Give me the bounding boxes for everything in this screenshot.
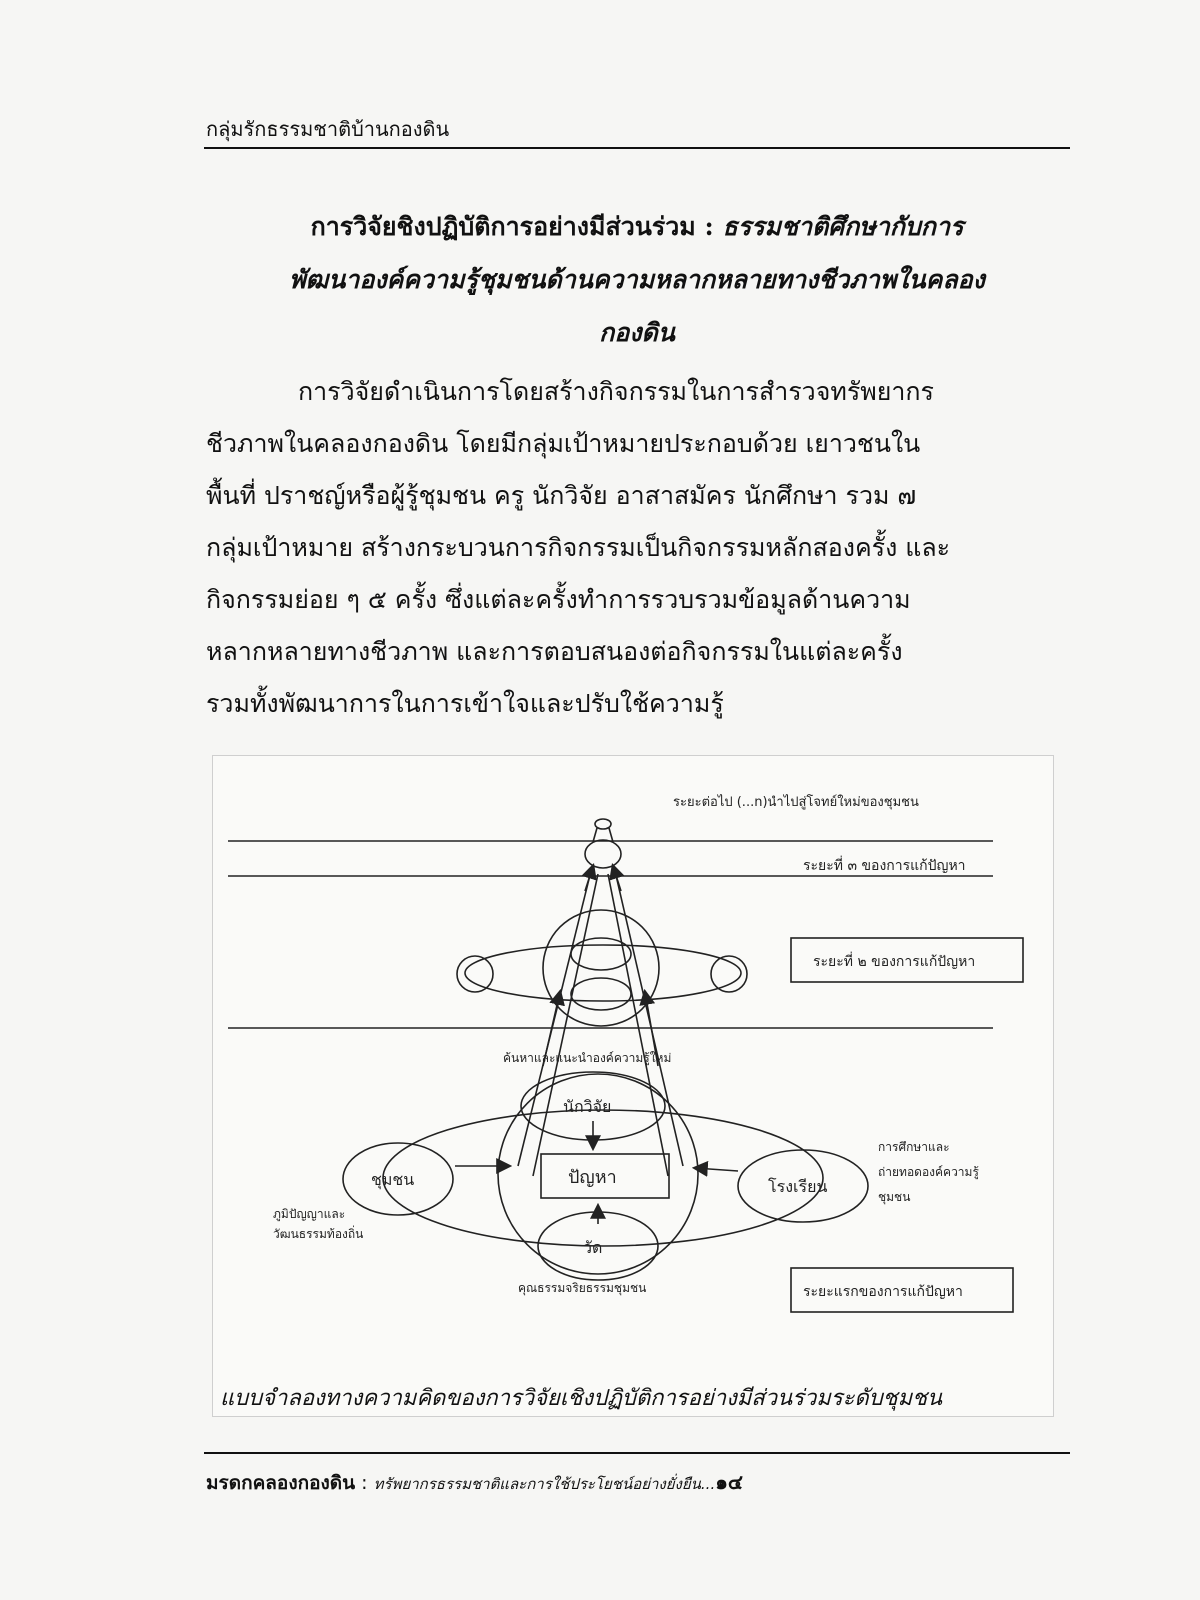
footer-title: มรดกคลองกองดิน (206, 1472, 356, 1494)
label-education-1: การศึกษาและ (878, 1140, 950, 1154)
title-line-1-plain: การวิจัยชิงปฏิบัติการอย่างมีส่วนร่วม : (310, 212, 723, 241)
phase2-small-ellipse (571, 978, 631, 1010)
footer-rule (204, 1452, 1070, 1454)
top-symbol-line (609, 828, 613, 842)
arrow-to-top-left (585, 866, 593, 891)
label-education-3: ชุมชน (878, 1190, 911, 1204)
phase2-circle (543, 910, 659, 1026)
paragraph-line: การวิจัยดำเนินการโดยสร้างกิจกรรมในการสำรวจทรัพยากร (298, 377, 934, 406)
converging-line (608, 874, 668, 1176)
paragraph-line: หลากหลายทางชีวภาพ และการตอบสนองต่อกิจกรรมในแต่ละครั้ง (206, 637, 903, 666)
top-symbol (585, 840, 621, 868)
paragraph-line: รวมทั้งพัฒนาการในการเข้าใจและปรับใช้ความรู้ (206, 689, 724, 718)
arrow-to-top-right (613, 866, 621, 891)
footer-separator: : (355, 1472, 374, 1494)
node-school-label: โรงเรียน (768, 1177, 828, 1196)
label-phase2: ระยะที่ ๒ ของการแก้ปัญหา (813, 954, 976, 970)
label-seek-knowledge: ค้นหาและแนะนำองค์ความรู้ใหม่ (503, 1051, 672, 1065)
node-community-label: ชุมชน (371, 1170, 415, 1189)
figure-caption: แบบจำลองทางความคิดของการวิจัยเชิงปฏิบัติการอย่างมีส่วนร่วมระดับชุมชน (220, 1386, 943, 1411)
title-line-1-italic: ธรรมชาติศึกษากับการ (722, 212, 964, 241)
label-next-phase: ระยะต่อไป (...n)นำไปสู่โจทย์ใหม่ของชุมชน (673, 795, 919, 810)
label-phase3: ระยะที่ ๓ ของการแก้ปัญหา (803, 858, 966, 874)
paragraph-line: ชีวภาพในคลองกองดิน โดยมีกลุ่มเป้าหมายประกอบด้วย เยาวชนใน (206, 429, 921, 458)
label-ethics: คุณธรรมจริยธรรมชุมชน (518, 1281, 647, 1295)
label-phase1: ระยะแรกของการแก้ปัญหา (803, 1284, 963, 1300)
arrow-school-to-problem (695, 1168, 738, 1171)
paragraph-line: กลุ่มเป้าหมาย สร้างกระบวนการกิจกรรมเป็นกิจกรรมหลักสองครั้ง และ (206, 533, 951, 562)
node-researcher-label: นักวิจัย (563, 1097, 612, 1116)
running-header: กลุ่มรักธรรมชาติบ้านกองดิน (206, 117, 450, 141)
diagram-canvas (213, 756, 1053, 1416)
header-rule (204, 147, 1070, 149)
concept-diagram (212, 755, 1054, 1417)
node-temple-label: วัด (583, 1238, 603, 1257)
paragraph-line: พื้นที่ ปราชญ์หรือผู้รู้ชุมชน ครู นักวิจัย อาสาสมัคร นักศึกษา รวม ๗ (206, 481, 917, 510)
phase2-orbit (465, 945, 741, 1001)
label-wisdom-2: วัฒนธรรมท้องถิ่น (273, 1227, 364, 1241)
title-line-1 (206, 200, 1068, 253)
paragraph-line: กิจกรรมย่อย ๆ ๕ ครั้ง ซึ่งแต่ละครั้งทำการรวบรวมข้อมูลด้านความ (206, 585, 911, 614)
phase2-side-circle (457, 956, 493, 992)
title-line-2: พัฒนาองค์ความรู้ชุมชนด้านความหลากหลายทางชีวภาพในคลอง (289, 265, 985, 294)
title-line-3: กองดิน (599, 318, 675, 347)
label-wisdom-1: ภูมิปัญญาและ (273, 1207, 346, 1221)
label-education-2: ถ่ายทอดองค์ความรู้ (878, 1165, 979, 1179)
running-footer (206, 1466, 743, 1498)
page-number: ๑๔ (715, 1470, 744, 1494)
top-symbol-line (593, 828, 597, 842)
top-symbol-cap (595, 819, 611, 829)
node-problem-label: ปัญหา (568, 1167, 617, 1188)
footer-subtitle: ทรัพยากรธรรมชาติและการใช้ประโยชน์อย่างยั่งยืน... (373, 1475, 716, 1493)
